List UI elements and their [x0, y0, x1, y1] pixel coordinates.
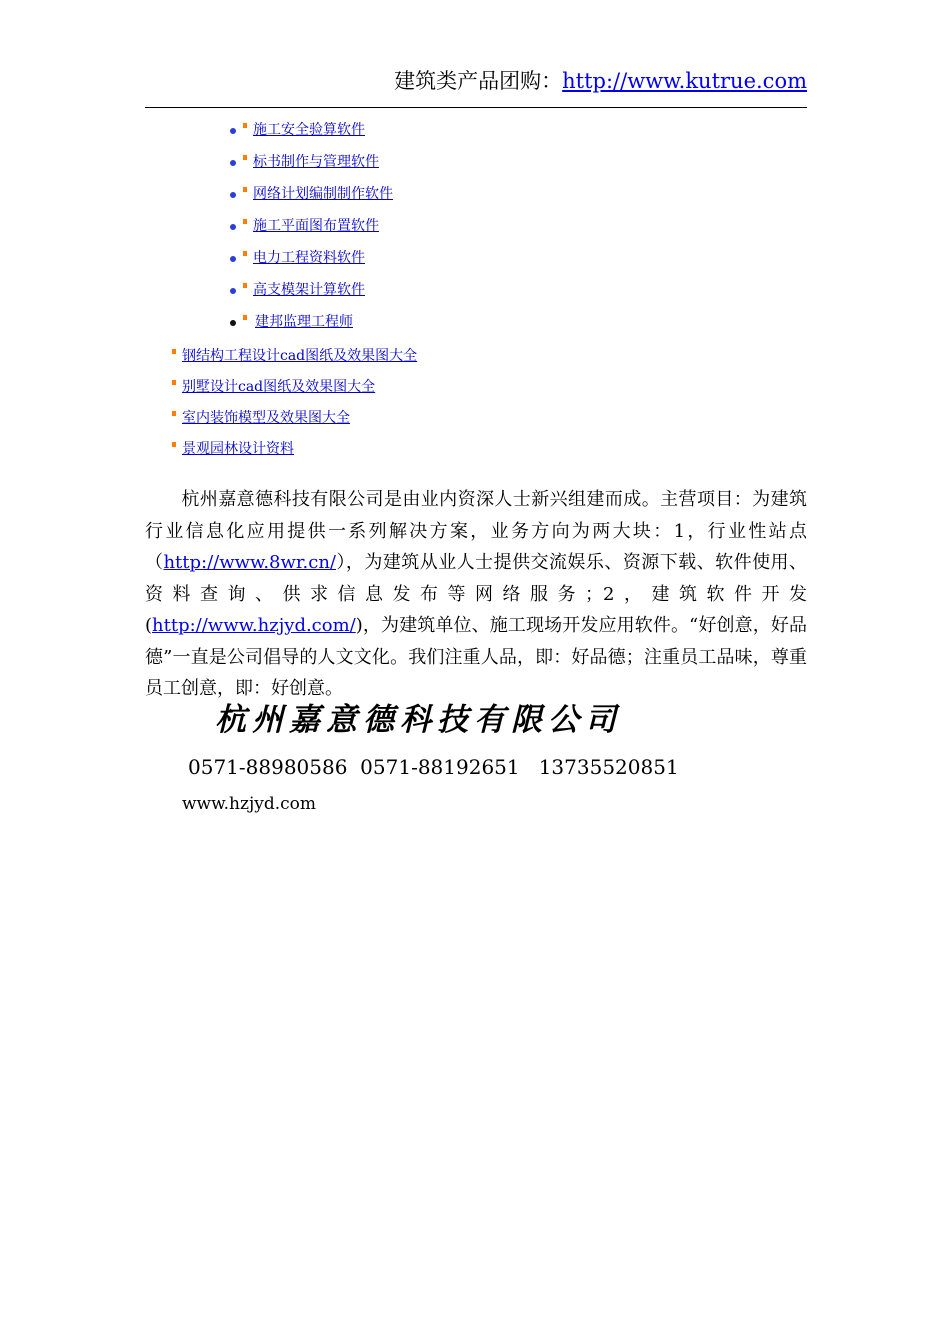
list-item	[230, 280, 393, 312]
list-item	[172, 439, 417, 470]
header-label: 建筑类产品团购：	[394, 69, 563, 93]
bullet-dot-icon	[230, 160, 236, 166]
top-item-link[interactable]: 钢结构工程设计cad图纸及效果图大全	[182, 348, 418, 364]
bullet-square-icon	[243, 283, 247, 288]
bullet-dot-icon	[230, 192, 236, 198]
company-description	[145, 484, 807, 705]
bullet-square-icon	[172, 411, 176, 416]
top-item-link[interactable]: 别墅设计cad图纸及效果图大全	[182, 379, 376, 395]
bullet-square-icon	[243, 187, 247, 192]
sub-item-link[interactable]: 标书制作与管理软件	[253, 154, 379, 170]
list-item	[230, 248, 393, 280]
list-item	[172, 408, 417, 439]
list-item	[172, 377, 417, 408]
resource-list	[172, 346, 417, 470]
list-item	[230, 152, 393, 184]
list-item	[172, 346, 417, 377]
website-text: www.hzjyd.com	[182, 794, 316, 814]
list-item	[230, 184, 393, 216]
sub-item-link[interactable]: 网络计划编制制作软件	[253, 186, 393, 202]
sub-item-link[interactable]: 高支模架计算软件	[253, 282, 365, 298]
bullet-dot-icon	[230, 224, 236, 230]
site-link-hzjyd[interactable]: http://www.hzjyd.com/	[152, 615, 356, 636]
software-sublist	[230, 120, 393, 344]
bullet-dot-icon	[230, 128, 236, 134]
bullet-square-icon	[243, 315, 247, 320]
bullet-square-icon	[172, 349, 176, 354]
bullet-dot-icon	[230, 288, 236, 294]
bullet-square-icon	[243, 251, 247, 256]
sub-item-link[interactable]: 建邦监理工程师	[255, 314, 353, 330]
list-item	[230, 216, 393, 248]
page-header	[145, 66, 807, 96]
list-item	[230, 120, 393, 152]
list-item	[230, 312, 393, 344]
bullet-square-icon	[172, 380, 176, 385]
phone-numbers: 0571-88980586 0571-88192651 13735520851	[188, 755, 679, 779]
top-item-link[interactable]: 景观园林设计资料	[182, 441, 294, 457]
header-link[interactable]: http://www.kutrue.com	[562, 69, 807, 93]
header-divider	[145, 107, 807, 108]
bullet-square-icon	[243, 123, 247, 128]
sub-item-link[interactable]: 施工平面图布置软件	[253, 218, 379, 234]
site-link-8wr[interactable]: http://www.8wr.cn/	[163, 552, 336, 573]
company-name: 杭州嘉意德科技有限公司	[215, 702, 622, 738]
description-text-2: ），为建筑从业人士提供交流娱乐、资源下载、软件使用、资料查询、供求信息发布等网络服务；2，建筑软件开发(	[145, 552, 808, 636]
top-item-link[interactable]: 室内装饰模型及效果图大全	[182, 410, 350, 426]
sub-item-link[interactable]: 施工安全验算软件	[253, 122, 365, 138]
description-text-3: )，为建筑单位、施工现场开发应用软件。“好创意，好品德”一直是公司倡导的人文文化。我们注重人品，即：好品德；注重员工品味，尊重员工创意，即：好创意。	[145, 615, 807, 699]
bullet-dot-icon	[230, 320, 236, 326]
sub-item-link[interactable]: 电力工程资料软件	[253, 250, 365, 266]
bullet-square-icon	[172, 442, 176, 447]
bullet-square-icon	[243, 219, 247, 224]
bullet-dot-icon	[230, 256, 236, 262]
description-text-1: 杭州嘉意德科技有限公司是由业内资深人士新兴组建而成。主营项目：为建筑行业信息化应用提供一系列解决方案，业务方向为两大块：1，行业性站点（	[145, 489, 807, 573]
bullet-square-icon	[243, 155, 247, 160]
